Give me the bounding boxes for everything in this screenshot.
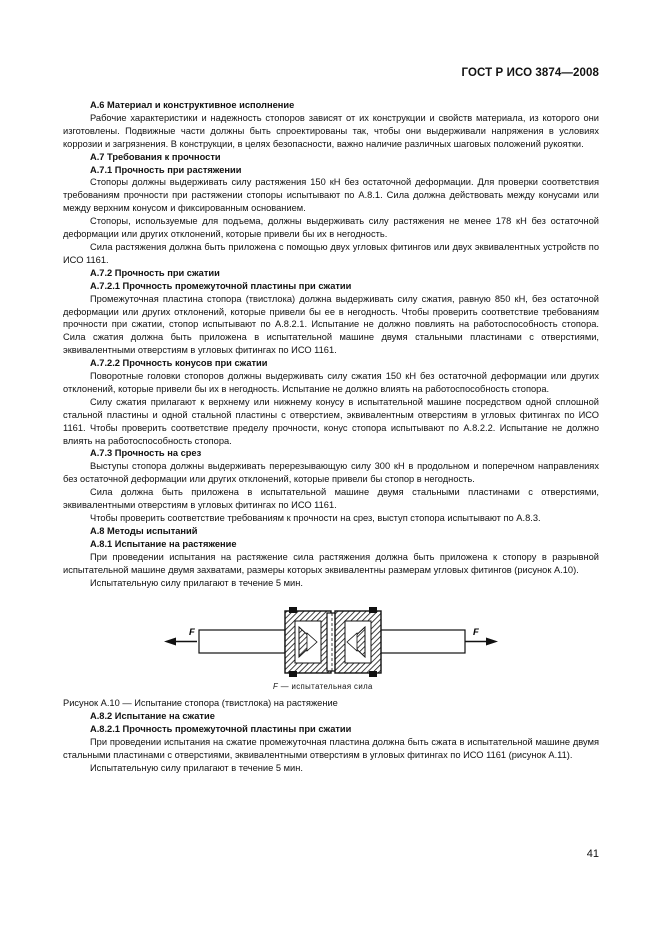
section-a72-title: А.7.2 Прочность при сжатии <box>90 267 220 278</box>
left-arrow-head <box>164 638 176 646</box>
section-a6-title: А.6 Материал и конструктивное исполнение <box>90 100 295 110</box>
section-a73-paragraph-3: Чтобы проверить соответствие требованиям к прочности на срез, выступ стопора испытывают по А.8.3. <box>90 513 541 523</box>
section-a821-title: А.8.2.1 Прочность промежуточной пластины при сжатии <box>90 724 352 735</box>
section-a81-title: А.8.1 Испытание на растяжение <box>90 538 237 549</box>
section-a82-title: А.8.2 Испытание на сжатие <box>90 711 215 722</box>
figure-caption: Рисунок А.10 — Испытание стопора (твистлока) на растяжение <box>63 698 338 709</box>
twistlock-tension-diagram <box>63 597 599 681</box>
left-grip-rod <box>199 630 285 653</box>
figure-legend <box>273 681 373 694</box>
legend-text: — испытательная сила <box>278 682 373 692</box>
left-corner-fitting <box>285 607 331 677</box>
section-a81-paragraph-1: При проведении испытания на растяжение сила растяжения должна быть приложена к стопору в разрывной испытательной машине двумя захватами, размеры которых эквивалентны размерам угловых фитингов (рисунок А.10). <box>63 551 599 575</box>
section-a722-paragraph-2: Силу сжатия прилагают к верхнему или нижнему конусу в испытательной машине посредством одной сплошной стальной пластины и одной стальной пластины с отверстием, эквивалентным отверстиям в угловых фитингах по ИСО 1161. Чтобы проверить соответствие пределу прочности, конус стопора испытывают по А.8.2.2. Испытание не должно влиять на работоспособность стопора. <box>63 396 599 446</box>
section-a71-paragraph-1: Стопоры должны выдерживать силу растяжения 150 кН без остаточной деформации. Для проверки соответствия требованиям прочности при растяжении стопоры испытывают по А.8.1. Сила должна действовать между конусами или между верхним конусом и фиксированным основанием. <box>63 177 599 214</box>
right-grip-rod <box>379 630 465 653</box>
section-a821-paragraph-2: Испытательную силу прилагают в течение 5 мин. <box>90 762 303 773</box>
section-a73-paragraph-2: Сила должна быть приложена в испытательной машине двумя стальными пластинами с отверстиями, эквивалентными отверстиям в угловых фитингах по ИСО 1161. <box>63 487 599 511</box>
standard-code: ГОСТ Р ИСО 3874—2008 <box>461 67 599 79</box>
left-force-label: F <box>189 627 195 639</box>
section-a722-paragraph-1: Поворотные головки стопоров должны выдерживать силу сжатия 150 кН без остаточной деформации или других отклонений, которые привели бы их в негодность. Испытание не должно влиять на работоспособность стопора. <box>63 371 599 394</box>
section-a721-paragraph: Промежуточная пластина стопора (твистлока) должна выдерживать силу сжатия, равную 850 кН, без остаточной деформации или других отклонений, которые привели бы ее в негодность. Чтобы проверить соответствие требованиям прочности при сжатии, стопор испытывают по А.8.2.1. Испытание не должно повлиять на работоспособность стопора. Сила сжатия должна быть приложена в испытательной машине двумя стальными пластинами с отверстиями, эквивалентными отверстиям в угловых фитингах по ИСО 1161. <box>63 293 599 356</box>
page-number: 41 <box>586 848 599 860</box>
section-a7-title: А.7 Требования к прочности <box>90 151 221 162</box>
section-a8-title: А.8 Методы испытаний <box>90 525 198 536</box>
section-a722-title: А.7.2.2 Прочность конусов при сжатии <box>90 358 268 369</box>
legend-symbol: F <box>273 682 279 692</box>
section-a721-title: А.7.2.1 Прочность промежуточной пластины при сжатии <box>90 280 352 291</box>
right-arrow-head <box>486 638 498 646</box>
right-corner-fitting <box>335 607 381 677</box>
page-content <box>63 99 599 775</box>
section-a73-title: А.7.3 Прочность на срез <box>90 448 202 459</box>
figure-a10 <box>63 597 599 697</box>
section-a73-paragraph-1: Выступы стопора должны выдерживать перерезывающую силу 300 кН в продольном и поперечном направлениях без остаточной деформации или других отклонений, которые привели бы стопор в негодность. <box>63 461 599 485</box>
section-a71-paragraph-2: Стопоры, используемые для подъема, должны выдерживать силу растяжения не менее 178 кН без остаточной деформации или других отклонений, которые привели бы их в негодность. <box>63 216 599 240</box>
section-a71-title: А.7.1 Прочность при растяжении <box>90 164 242 175</box>
right-force-label: F <box>473 627 479 639</box>
section-a81-paragraph-2: Испытательную силу прилагают в течение 5 мин. <box>90 577 303 588</box>
section-a6-paragraph: Рабочие характеристики и надежность стопоров зависят от их конструкции и свойств материала, из которого они изготовлены. Подвижные части должны быть спроектированы так, чтобы они выдерживали напряжения в условиях коррозии и загрязнения. В конструкции, в целях безопасности, важно наличие различных шаговых положений рукоятки. <box>63 112 599 149</box>
section-a821-paragraph-1: При проведении испытания на сжатие промежуточная пластина должна быть сжата в испытательной машине двумя стальными пластинами с отверстиями, эквивалентными отверстиям в угловых фитингах по ИСО 1161 (рисунок А.11). <box>63 737 599 761</box>
section-a71-paragraph-3: Сила растяжения должна быть приложена с помощью двух угловых фитингов или двух эквивалентных устройств по ИСО 1161. <box>63 241 599 265</box>
